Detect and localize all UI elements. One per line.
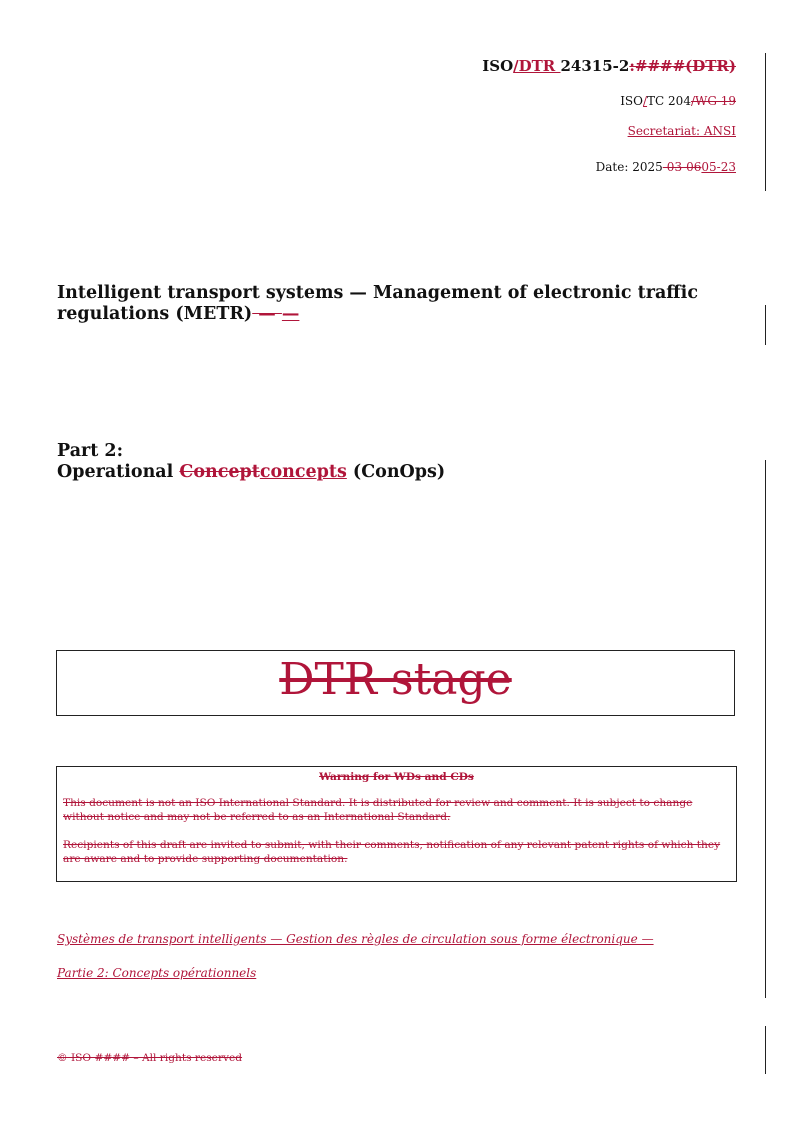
id-number: 24315-2 xyxy=(560,57,630,75)
stage-box xyxy=(56,650,735,716)
tc-deleted-wg: /WG 19 xyxy=(690,94,736,108)
document-identifier xyxy=(482,57,736,75)
warning-box xyxy=(56,766,737,882)
warning-title: Warning for WDs and CDs xyxy=(319,771,474,783)
part-label: Part 2: xyxy=(57,441,124,461)
id-iso: ISO xyxy=(482,57,514,75)
part-name xyxy=(57,462,717,483)
copyright-footer: © ISO #### – All rights reserved xyxy=(57,1052,243,1064)
warning-paragraph-1: This document is not an ISO International Standard. It is distributed for review and comment. It is subject to change without notice and may not be referred to as an International Standard. xyxy=(63,797,693,823)
change-bar xyxy=(765,1026,766,1074)
tc-number: TC 204 xyxy=(647,94,691,108)
secretariat-text: Secretariat: ANSI xyxy=(627,124,736,138)
stage-label: DTR stage xyxy=(279,654,512,705)
secretariat xyxy=(628,124,736,138)
technical-committee xyxy=(620,94,736,108)
part-deleted-word: Concept xyxy=(179,462,260,482)
part-title xyxy=(57,441,717,483)
title-deleted-dash: — xyxy=(252,304,282,324)
warning-paragraph-2: Recipients of this draft are invited to submit, with their comments, notification of any relevant patent rights of which they are aware and to provide supporting documentation. xyxy=(63,839,721,865)
part-word: Operational xyxy=(57,462,180,482)
change-bar xyxy=(765,53,766,191)
date-prefix: Date: 2025 xyxy=(595,160,663,174)
id-inserted-dtr: /DTR xyxy=(513,57,561,75)
change-bar xyxy=(765,460,766,998)
id-deleted-suffix: :####(DTR) xyxy=(629,57,736,75)
part-tail: (ConOps) xyxy=(346,462,446,482)
title-inserted-dash: — xyxy=(281,304,300,324)
french-part-title: Partie 2: Concepts opérationnels xyxy=(57,966,257,980)
change-bar xyxy=(765,305,766,345)
document-date xyxy=(596,160,736,174)
document-title xyxy=(57,283,717,325)
tc-iso: ISO xyxy=(620,94,643,108)
tc-inserted-slash: / xyxy=(643,94,648,108)
french-title: Systèmes de transport intelligents — Gestion des règles de circulation sous forme électronique — xyxy=(57,932,654,946)
part-inserted-word: concepts xyxy=(259,462,347,482)
date-deleted: -03-06 xyxy=(662,160,702,174)
title-main: Intelligent transport systems — Management of electronic traffic regulations (METR) xyxy=(57,283,698,324)
date-inserted: 05-23 xyxy=(701,160,736,174)
